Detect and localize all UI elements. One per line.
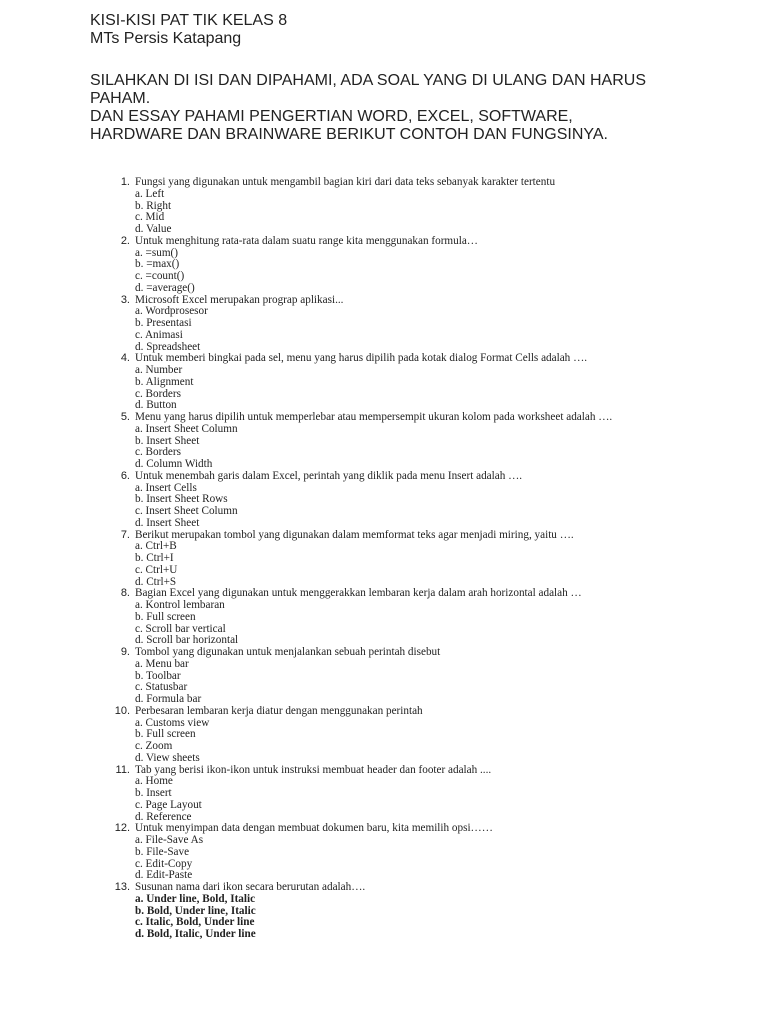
answer-option: d. Value (135, 223, 172, 235)
answer-option: d. Formula bar (135, 693, 202, 705)
question-number: 10. (114, 704, 130, 717)
question-text: Untuk memberi bingkai pada sel, menu yang harus dipilih pada kotak dialog Format Cells adalah …. (135, 352, 588, 365)
answer-option: c. Page Layout (135, 798, 202, 811)
answer-option: b. Full screen (135, 728, 196, 741)
answer-option: d. Column Width (135, 458, 213, 470)
question-text: Susunan nama dari ikon secara berurutan adalah…. (135, 881, 366, 893)
question-text: Microsoft Excel merupakan prograp aplikasi... (135, 293, 344, 306)
answer-option: b. Alignment (135, 375, 194, 388)
instruction-line: SILAHKAN DI ISI DAN DIPAHAMI, ADA SOAL YANG DI ULANG DAN HARUS (90, 72, 646, 89)
answer-option: b. Toolbar (135, 669, 181, 682)
answer-option: c. Insert Sheet Column (135, 505, 238, 517)
answer-option: b. Insert Sheet (135, 434, 200, 447)
question-list (110, 177, 730, 941)
question-number: 4. (120, 352, 130, 365)
question-item (110, 177, 730, 236)
answer-option: d. Reference (135, 810, 192, 823)
question-text: Tab yang berisi ikon-ikon untuk instruksi membuat header dan footer adalah .... (135, 763, 492, 776)
answer-option: a. Insert Sheet Column (135, 422, 238, 435)
question-number: 1. (120, 176, 130, 188)
answer-option: a. Kontrol lembaran (135, 599, 225, 611)
answer-option: b. Insert (135, 787, 172, 799)
question-number: 8. (120, 587, 130, 600)
answer-option: a. =sum() (135, 246, 178, 259)
answer-option: c. Italic, Bold, Under line (135, 916, 255, 929)
answer-option: d. Insert Sheet (135, 516, 200, 529)
question-item (110, 823, 730, 882)
question-number: 11. (115, 763, 130, 776)
answer-option: c. Borders (135, 446, 181, 459)
answer-option: b. File-Save (135, 845, 190, 858)
question-number: 5. (120, 411, 130, 423)
answer-option: d. Spreadsheet (135, 340, 201, 353)
question-number: 3. (120, 293, 130, 306)
answer-option: d. Ctrl+S (135, 575, 177, 588)
question-text: Untuk menyimpan data dengan membuat dokumen baru, kita memilih opsi…… (135, 822, 493, 835)
answer-option: c. Scroll bar vertical (135, 622, 226, 635)
answer-option: a. Customs view (135, 716, 210, 729)
answer-option: a. Left (135, 187, 165, 200)
question-number: 2. (120, 234, 130, 247)
question-text: Bagian Excel yang digunakan untuk menggerakkan lembaran kerja dalam arah horizontal adalah … (135, 587, 582, 600)
answer-option: a. Under line, Bold, Italic (135, 892, 256, 905)
answer-option: b. Right (135, 199, 172, 212)
answer-option: b. Insert Sheet Rows (135, 493, 228, 506)
answer-option: d. View sheets (135, 751, 200, 764)
question-item (110, 236, 730, 295)
answer-option: a. Ctrl+B (135, 540, 177, 553)
instructions (90, 72, 730, 144)
question-text: Perbesaran lembaran kerja diatur dengan menggunakan perintah (135, 704, 423, 717)
question-item (110, 412, 730, 471)
document-title: KISI-KISI PAT TIK KELAS 8 (90, 12, 288, 29)
question-text: Untuk menembah garis dalam Excel, perintah yang diklik pada menu Insert adalah …. (135, 469, 523, 482)
question-number: 12. (114, 822, 130, 835)
answer-option: d. Button (135, 399, 177, 412)
answer-option: a. Number (135, 364, 183, 376)
answer-option: a. File-Save As (135, 834, 204, 846)
question-item (110, 882, 730, 941)
question-text: Menu yang harus dipilih untuk memperlebar atau mempersempit ukuran kolom pada worksheet adalah …. (135, 411, 613, 423)
answer-option: c. Statusbar (135, 681, 188, 694)
answer-option: c. Borders (135, 387, 181, 400)
answer-option: c. Ctrl+U (135, 563, 178, 576)
question-item (110, 471, 730, 530)
question-number: 6. (120, 469, 130, 482)
answer-option: b. Ctrl+I (135, 552, 174, 564)
answer-option: a. Menu bar (135, 657, 189, 670)
question-number: 7. (120, 528, 130, 541)
answer-option: a. Insert Cells (135, 481, 197, 494)
answer-option: b. Bold, Under line, Italic (135, 904, 256, 917)
question-text: Tombol yang digunakan untuk menjalankan sebuah perintah disebut (135, 646, 441, 658)
answer-option: c. Mid (135, 211, 165, 224)
answer-option: b. =max() (135, 258, 180, 271)
question-item (110, 530, 730, 589)
answer-option: c. Zoom (135, 740, 173, 752)
question-item (110, 765, 730, 824)
answer-option: d. Scroll bar horizontal (135, 634, 239, 647)
question-item (110, 647, 730, 706)
question-text: Fungsi yang digunakan untuk mengambil bagian kiri dari data teks sebanyak karakter tertentu (135, 176, 556, 188)
question-item (110, 295, 730, 354)
question-text: Untuk menghitung rata-rata dalam suatu range kita menggunakan formula… (135, 234, 478, 247)
question-number: 13. (114, 881, 130, 893)
instruction-line: DAN ESSAY PAHAMI PENGERTIAN WORD, EXCEL, SOFTWARE, (90, 108, 573, 125)
answer-option: d. Edit-Paste (135, 869, 193, 882)
school-name: MTs Persis Katapang (90, 30, 242, 47)
document-header (90, 12, 730, 144)
answer-option: b. Presentasi (135, 317, 192, 329)
answer-option: d. =average() (135, 281, 195, 294)
answer-option: b. Full screen (135, 610, 196, 623)
question-item (110, 706, 730, 765)
answer-option: a. Wordprosesor (135, 305, 208, 318)
answer-option: a. Home (135, 775, 173, 788)
question-item (110, 588, 730, 647)
answer-option: c. =count() (135, 270, 185, 282)
answer-option: d. Bold, Italic, Under line (135, 928, 256, 940)
answer-option: c. Edit-Copy (135, 857, 193, 870)
question-text: Berikut merupakan tombol yang digunakan dalam memformat teks agar menjadi miring, yaitu …. (135, 528, 574, 541)
instruction-line: PAHAM. (90, 90, 151, 107)
instruction-line: HARDWARE DAN BRAINWARE BERIKUT CONTOH DAN FUNGSINYA. (90, 126, 608, 143)
question-item (110, 353, 730, 412)
answer-option: c. Animasi (135, 328, 183, 341)
question-number: 9. (120, 646, 130, 658)
